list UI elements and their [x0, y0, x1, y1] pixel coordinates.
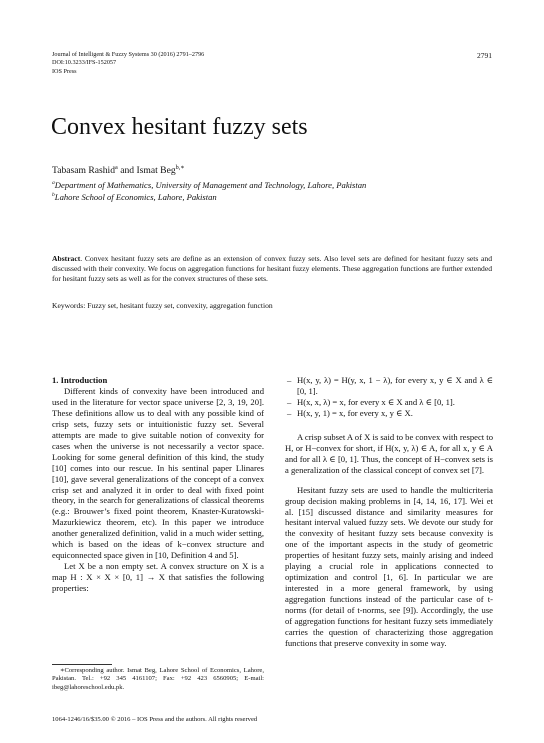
- property-item: – H(x, y, 1) = x, for every x, y ∈ X.: [287, 407, 413, 418]
- publisher: IOS Press: [52, 67, 77, 75]
- footnote-divider: [52, 664, 112, 665]
- right-column: [285, 375, 493, 649]
- copyright-line: 1064-1246/16/$35.00 © 2016 – IOS Press and the authors. All rights reserved: [52, 716, 258, 723]
- property-item: – H(x, y, λ) = H(y, x, 1 − λ), for every x, y ∈ X and λ ∈ [0, 1].: [287, 375, 493, 396]
- author-1-affil-mark: a: [115, 164, 118, 171]
- author-2-affil-mark: b,∗: [175, 164, 185, 171]
- author-list: [52, 164, 185, 176]
- abstract: [52, 254, 492, 285]
- affiliation-mark: b: [52, 192, 55, 199]
- convex-definition-paragraph: A crisp subset A of X is said to be convex with respect to H, or H−convex for short, if H(x, y, λ) ∈ A, for all x, y ∈ A and for all λ ∈ [0, 1]. Thus, the concept of H−convex sets is a generalization of the classical concept of convex set [7].: [285, 431, 493, 475]
- journal-citation: Journal of Intelligent & Fuzzy Systems 30 (2016) 2791–2796: [52, 51, 205, 58]
- corresponding-author-footnote: ∗Corresponding author. Ismat Beg, Lahore School of Economics, Lahore, Pakistan. Tel.: +92 345 4161107; Fax: +92 423 6560905; E-mail: ibeg@lahoreschool.edu.pk.: [52, 667, 264, 691]
- hesitant-fuzzy-paragraph: Hesitant fuzzy sets are used to handle the multicriteria group decision making problems in [4, 14, 16, 17]. Wei et al. [15] discussed distance and similarity measures for hesitant interval valued fuzzy sets. We devote our study for the convexity of hesitant fuzzy sets because convexity is one of the important aspects in the study of geometric properties of hesitant fuzzy sets, mainly arising and indeed playing a crucial role in applications connected to optimization and control [1, 6]. In particular we are interested in a more general framework, by using aggregation functions instead of the particular case of t-norms (for detail of t-norms, see [9]). Accordingly, the use of aggregation functions for hesitant fuzzy sets immediately carries the question of characterizing those aggregation functions that preserve convexity in some way.: [285, 484, 493, 648]
- author-1: Tabasam Rashid: [52, 165, 116, 177]
- intro-paragraph-2: Let X be a non empty set. A convex structure on X is a map H : X × X × [0, 1] → X that satisfies the following properties:: [52, 561, 264, 594]
- running-header: [52, 51, 204, 76]
- abstract-label: Abstract: [52, 254, 81, 263]
- doi: DOI:10.3233/IFS-152057: [52, 59, 117, 67]
- affiliation-text: Department of Mathematics, University of Management and Technology, Lahore, Pakistan: [54, 180, 367, 190]
- property-item: – H(x, x, λ) = x, for every x ∈ X and λ ∈ [0, 1].: [287, 396, 455, 407]
- page-number: 2791: [477, 51, 492, 60]
- affiliation-b: [52, 192, 217, 202]
- author-conjunction: and: [117, 165, 137, 177]
- author-2: Ismat Beg: [136, 165, 176, 177]
- paper-title: Convex hesitant fuzzy sets: [51, 114, 308, 140]
- intro-paragraph-1: Different kinds of convexity have been introduced and used in the literature for vector space universe [2, 3, 19, 20]. These definitions allow us to deal with any possible kind of crisp sets, fuzzy sets or intuitionistic fuzzy set. Several attempts are made to give suitable notion of convexity for cases when the universe is not necessarily a vector space. Looking for some general definition of this kind, the study [10] comes into our rescue. In his sentinal paper Llinares [10], gave several generalizations of the concept of a convex crisp set and analyzed it in order to deal with fixed point theory, in the search for generalizations of classical theorems (e.g.: Brouwer’s fixed point theorem, Knaster-Kuratowski-Mazurkiewicz theorem, etc). In this paper we introduce another generalized definition, valid in a much wider setting, which is based on the ideas of k−convex structure and equiconnected space given in [10, Definition 4 and 5].: [52, 385, 264, 561]
- keywords: Keywords: Fuzzy set, hesitant fuzzy set, convexity, aggregation function: [52, 301, 273, 310]
- affiliation-text: Lahore School of Economics, Lahore, Pakistan: [54, 192, 217, 202]
- affiliation-a: [52, 180, 366, 190]
- section-heading-introduction: 1. Introduction: [52, 375, 108, 385]
- left-column: [52, 375, 264, 594]
- abstract-text: . Convex hesitant fuzzy sets are define as an extension of convex fuzzy sets. Also level sets are defined for hesitant fuzzy sets and discussed with their convexity. We focus on aggregation functions for hesitant fuzzy elements. These aggregation functions are further extended for hesitant fuzzy sets as well as for the convex structures of these sets.: [52, 254, 492, 284]
- property-text: H(x, x, λ) = x, for every x ∈ X and λ ∈ [0, 1].: [297, 396, 455, 407]
- property-text: H(x, y, λ) = H(y, x, 1 − λ), for every x, y ∈ X and λ ∈ [0, 1].: [297, 375, 493, 396]
- property-text: H(x, y, 1) = x, for every x, y ∈ X.: [297, 407, 413, 418]
- affiliation-mark: a: [52, 180, 55, 187]
